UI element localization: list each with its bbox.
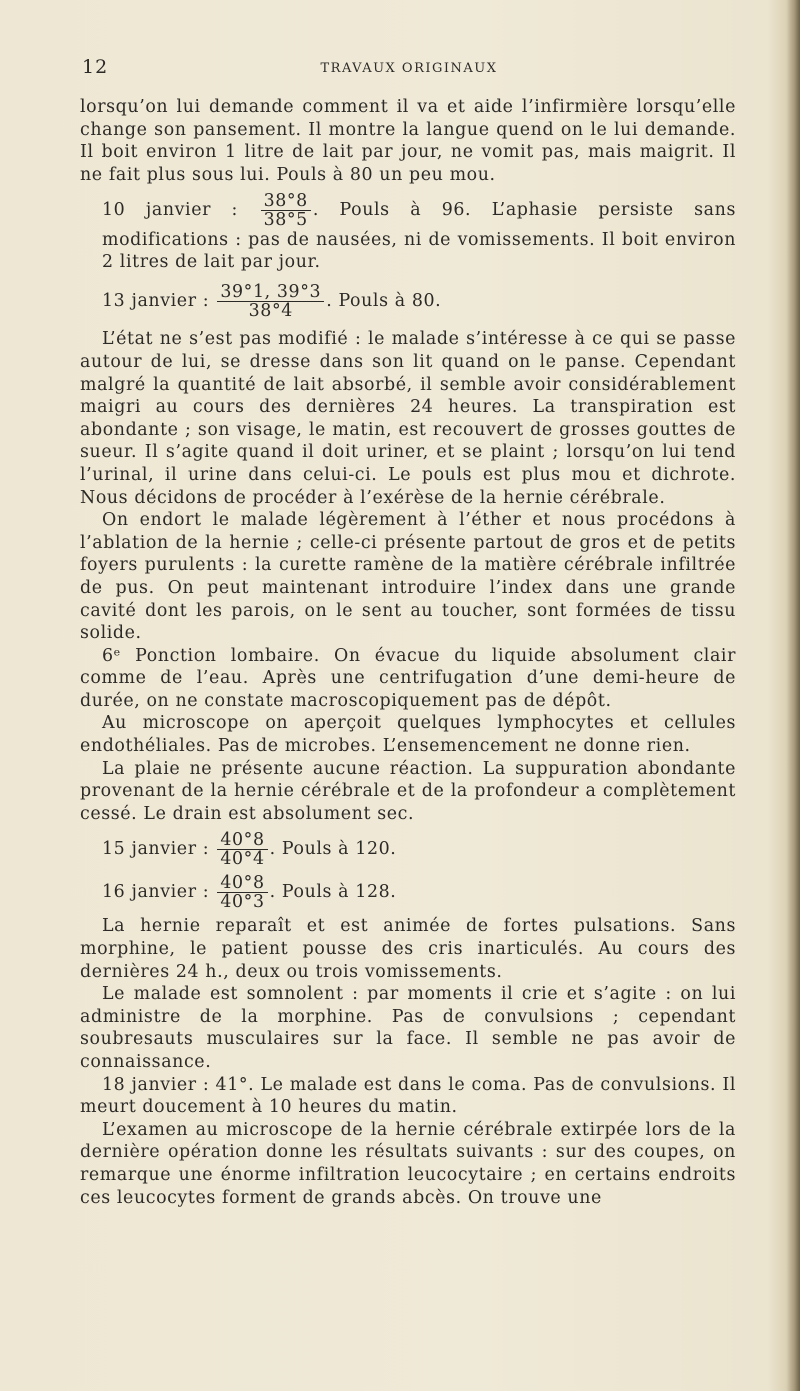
temperature-evening: 38°5 [263, 210, 308, 231]
temperature-morning: 39°1, 39°3 [217, 283, 324, 302]
paragraph: L’examen au microscope de la hernie cérébrale extirpée lors de la dernière opération donne les résultats suivants : sur des coupes, on remarque une énorme infiltration leucocytaire ; en certains endroits ces leucocytes forment de grands abcès. On trouve une [80, 1119, 736, 1208]
temperature-fraction [217, 831, 267, 868]
paragraph: La plaie ne présente aucune réaction. La suppuration abondante provenant de la hernie cérébrale et de la profondeur a complètement cessé. Le drain est absolument sec. [80, 758, 736, 824]
paragraph: 18 janvier : 41°. Le malade est dans le coma. Pas de convulsions. Il meurt doucement à 10 heures du matin. [80, 1074, 736, 1118]
temperature-fraction [217, 283, 324, 320]
entry-text: . Pouls à 120. [269, 839, 397, 860]
temperature-morning: 40°8 [217, 874, 267, 893]
temperature-evening: 40°3 [220, 892, 265, 913]
paragraph: Le malade est somnolent : par moments il crie et s’agite : on lui administre de la morphine. Pas de convulsions ; cependant soubresauts musculaires sur la face. Il semble ne pas avoir de connaissance. [80, 984, 736, 1072]
entry-text: . Pouls à 80. [326, 291, 442, 312]
paragraph: lorsqu’on lui demande comment il va et aide l’infirmière lorsqu’elle change son pansement. Il montre la langue quend on le lui demande. Il boit environ 1 litre de lait par jour, ne vomit pas, mais maigrit. Il ne fait plus sous lui. Pouls à 80 un peu mou. [80, 97, 736, 185]
temperature-evening: 40°4 [220, 849, 265, 870]
paragraph: La hernie reparaît et est animée de fortes pulsations. Sans morphine, le patient pousse des cris inarticulés. Au cours des dernières 24 h., deux ou trois vomissements. [80, 916, 736, 982]
paragraph: 6ᵉ Ponction lombaire. On évacue du liquide absolument clair comme de l’eau. Après une centrifugation d’une demi-heure de durée, on ne constate macroscopiquement pas de dépôt. [80, 645, 736, 711]
entry-date: 16 janvier : [102, 882, 210, 903]
body-text [80, 96, 736, 1209]
temperature-entry [80, 874, 736, 911]
paragraph: On endort le malade légèrement à l’éther et nous procédons à l’ablation de la hernie ; celle-ci présente partout de gros et de petits foyers purulents : la curette ramène de la matière cérébrale infiltrée de pus. On peut maintenant introduire l’index dans une grande cavité dont les parois, on le sent au toucher, sont formées de tissu solide. [80, 510, 736, 644]
temperature-morning: 38°8 [261, 192, 311, 211]
page-header [78, 56, 740, 84]
temperature-morning: 40°8 [217, 831, 267, 850]
entry-text: . Pouls à 96. L’aphasie persiste sans modifications : pas de nausées, ni de vomissements. Il boit environ 2 litres de lait par jour. [102, 200, 736, 273]
temperature-entry [80, 831, 736, 868]
paragraph: Au microscope on aperçoit quelques lymphocytes et cellules endothéliales. Pas de microbes. L’ensemencement ne donne rien. [80, 713, 736, 757]
entry-date: 10 janvier : [102, 200, 239, 221]
entry-date: 13 janvier : [102, 291, 210, 312]
temperature-evening: 38°4 [248, 301, 293, 322]
paragraph: L’état ne s’est pas modifié : le malade s’intéresse à ce qui se passe autour de lui, se dresse dans son lit quand on le panse. Cependant malgré la quantité de lait absorbé, il semble avoir considérablement maigri au cours des dernières 24 heures. La transpiration est abondante ; son visage, le matin, est recouvert de grosses gouttes de sueur. Il s’agite quand il doit uriner, et se plaint ; lorsqu’on lui tend l’urinal, il urine dans celui-ci. Le pouls est plus mou et dichrote. Nous décidons de procéder à l’exérèse de la hernie cérébrale. [80, 329, 736, 508]
entry-date: 15 janvier : [102, 839, 210, 860]
temperature-entry [80, 192, 736, 273]
entry-text: . Pouls à 128. [269, 882, 397, 903]
temperature-fraction [217, 874, 267, 911]
page-number: 12 [82, 56, 109, 78]
temperature-fraction [261, 192, 311, 229]
temperature-entry [80, 283, 736, 320]
page-edge-shadow [786, 0, 800, 1391]
running-head: TRAVAUX ORIGINAUX [320, 61, 498, 76]
